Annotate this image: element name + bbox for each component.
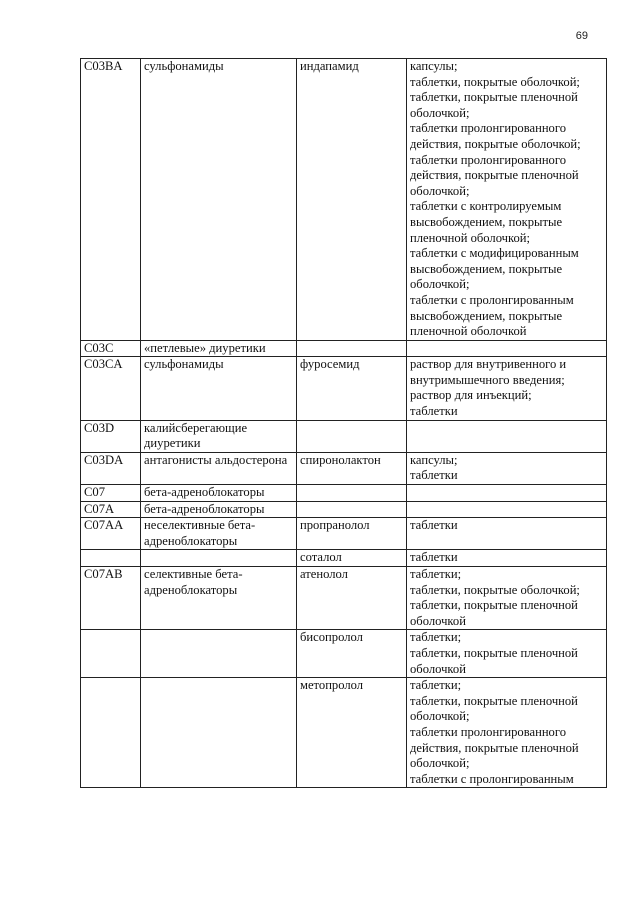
drug-group-cell bbox=[141, 678, 297, 788]
dosage-form-item: таблетки пролонгированного действия, покрытые пленочной оболочкой; bbox=[410, 152, 579, 198]
dosage-form-item: капсулы; bbox=[410, 452, 458, 467]
atc-code-cell bbox=[81, 550, 141, 567]
drug-group-cell: сульфонамиды bbox=[141, 59, 297, 341]
dosage-form-item: таблетки, покрытые пленочной оболочкой; bbox=[410, 693, 578, 724]
atc-code-cell: C07AA bbox=[81, 518, 141, 550]
dosage-form-item: таблетки, покрытые пленочной оболочкой bbox=[410, 645, 578, 676]
dosage-form-item: таблетки; bbox=[410, 567, 462, 581]
dosage-form-item: таблетки bbox=[410, 518, 458, 533]
dosage-forms-cell bbox=[407, 420, 607, 452]
dosage-form-item: таблетки с контролируемым высвобождением, покрытые пленочной оболочкой; bbox=[410, 199, 563, 245]
drug-group-cell bbox=[141, 550, 297, 567]
dosage-form-item: таблетки с пролонгированным высвобождением, покрытые пленочной оболочкой bbox=[410, 292, 574, 339]
drug-name-cell: атенолол bbox=[297, 567, 407, 630]
table-row bbox=[81, 420, 607, 452]
atc-code-cell: C07A bbox=[81, 501, 141, 518]
dosage-forms-cell bbox=[407, 567, 607, 630]
dosage-forms-cell bbox=[407, 340, 607, 357]
drug-group-cell: бета-адреноблокаторы bbox=[141, 485, 297, 502]
dosage-form-item: таблетки bbox=[410, 550, 458, 565]
drug-name-cell: спиронолактон bbox=[297, 452, 407, 484]
dosage-form-item: таблетки пролонгированного действия, покрытые пленочной оболочкой; bbox=[410, 724, 579, 771]
table-row bbox=[81, 501, 607, 518]
dosage-forms-cell bbox=[407, 485, 607, 502]
dosage-forms-cell bbox=[407, 501, 607, 518]
drug-name-cell: индапамид bbox=[297, 59, 407, 341]
table-row bbox=[81, 567, 607, 630]
drug-group-cell: селективные бета-адреноблокаторы bbox=[141, 567, 297, 630]
dosage-forms-cell bbox=[407, 678, 607, 788]
table-row bbox=[81, 518, 607, 550]
dosage-form-item: таблетки; bbox=[410, 678, 462, 693]
table-row bbox=[81, 357, 607, 420]
dosage-form-item: таблетки, покрытые оболочкой; bbox=[410, 582, 580, 597]
atc-code-cell: C03C bbox=[81, 340, 141, 357]
dosage-form-item: таблетки; bbox=[410, 630, 462, 645]
table-row bbox=[81, 550, 607, 567]
drug-name-cell: метопролол bbox=[297, 678, 407, 788]
table-body bbox=[81, 59, 607, 788]
drug-group-cell: калийсберегающие диуретики bbox=[141, 420, 297, 452]
atc-code-cell: C03DA bbox=[81, 452, 141, 484]
table-row bbox=[81, 59, 607, 341]
dosage-forms-cell bbox=[407, 452, 607, 484]
dosage-forms-cell bbox=[407, 550, 607, 567]
dosage-form-item: раствор для внутривенного и внутримышечного введения; bbox=[410, 357, 567, 387]
medication-table bbox=[80, 58, 607, 788]
atc-code-cell bbox=[81, 630, 141, 678]
dosage-form-item: таблетки с модифицированным высвобождением, покрытые оболочкой; bbox=[410, 246, 579, 292]
atc-code-cell: C07 bbox=[81, 485, 141, 502]
dosage-form-item: раствор для инъекций; bbox=[410, 388, 532, 403]
drug-group-cell: бета-адреноблокаторы bbox=[141, 501, 297, 518]
dosage-form-item: таблетки bbox=[410, 468, 458, 483]
dosage-forms-cell bbox=[407, 357, 607, 420]
drug-name-cell bbox=[297, 485, 407, 502]
drug-name-cell bbox=[297, 420, 407, 452]
table-row bbox=[81, 485, 607, 502]
atc-code-cell: C03BA bbox=[81, 59, 141, 341]
dosage-form-item: таблетки с пролонгированным bbox=[410, 771, 574, 786]
drug-group-cell: антагонисты альдостерона bbox=[141, 452, 297, 484]
drug-group-cell bbox=[141, 630, 297, 678]
atc-code-cell bbox=[81, 678, 141, 788]
atc-code-cell: C07AB bbox=[81, 567, 141, 630]
drug-name-cell: пропранолол bbox=[297, 518, 407, 550]
drug-group-cell: сульфонамиды bbox=[141, 357, 297, 420]
drug-name-cell bbox=[297, 340, 407, 357]
drug-name-cell bbox=[297, 501, 407, 518]
atc-code-cell: C03CA bbox=[81, 357, 141, 420]
dosage-forms-cell bbox=[407, 59, 607, 341]
page-number: 69 bbox=[575, 30, 588, 42]
dosage-form-item: таблетки, покрытые оболочкой; bbox=[410, 74, 580, 89]
table-row bbox=[81, 340, 607, 357]
dosage-forms-cell bbox=[407, 518, 607, 550]
drug-name-cell: соталол bbox=[297, 550, 407, 567]
dosage-form-item: таблетки пролонгированного действия, покрытые оболочкой; bbox=[410, 121, 581, 151]
dosage-form-item: капсулы; bbox=[410, 59, 458, 73]
dosage-form-item: таблетки, покрытые пленочной оболочкой bbox=[410, 598, 578, 628]
dosage-form-item: таблетки bbox=[410, 404, 458, 419]
drug-name-cell: фуросемид bbox=[297, 357, 407, 420]
drug-group-cell: «петлевые» диуретики bbox=[141, 340, 297, 357]
table-row bbox=[81, 678, 607, 788]
drug-group-cell: неселективные бета-адреноблокаторы bbox=[141, 518, 297, 550]
drug-name-cell: бисопролол bbox=[297, 630, 407, 678]
table-row bbox=[81, 630, 607, 678]
dosage-forms-cell bbox=[407, 630, 607, 678]
table-row bbox=[81, 452, 607, 484]
atc-code-cell: C03D bbox=[81, 420, 141, 452]
dosage-form-item: таблетки, покрытые пленочной оболочкой; bbox=[410, 90, 578, 120]
